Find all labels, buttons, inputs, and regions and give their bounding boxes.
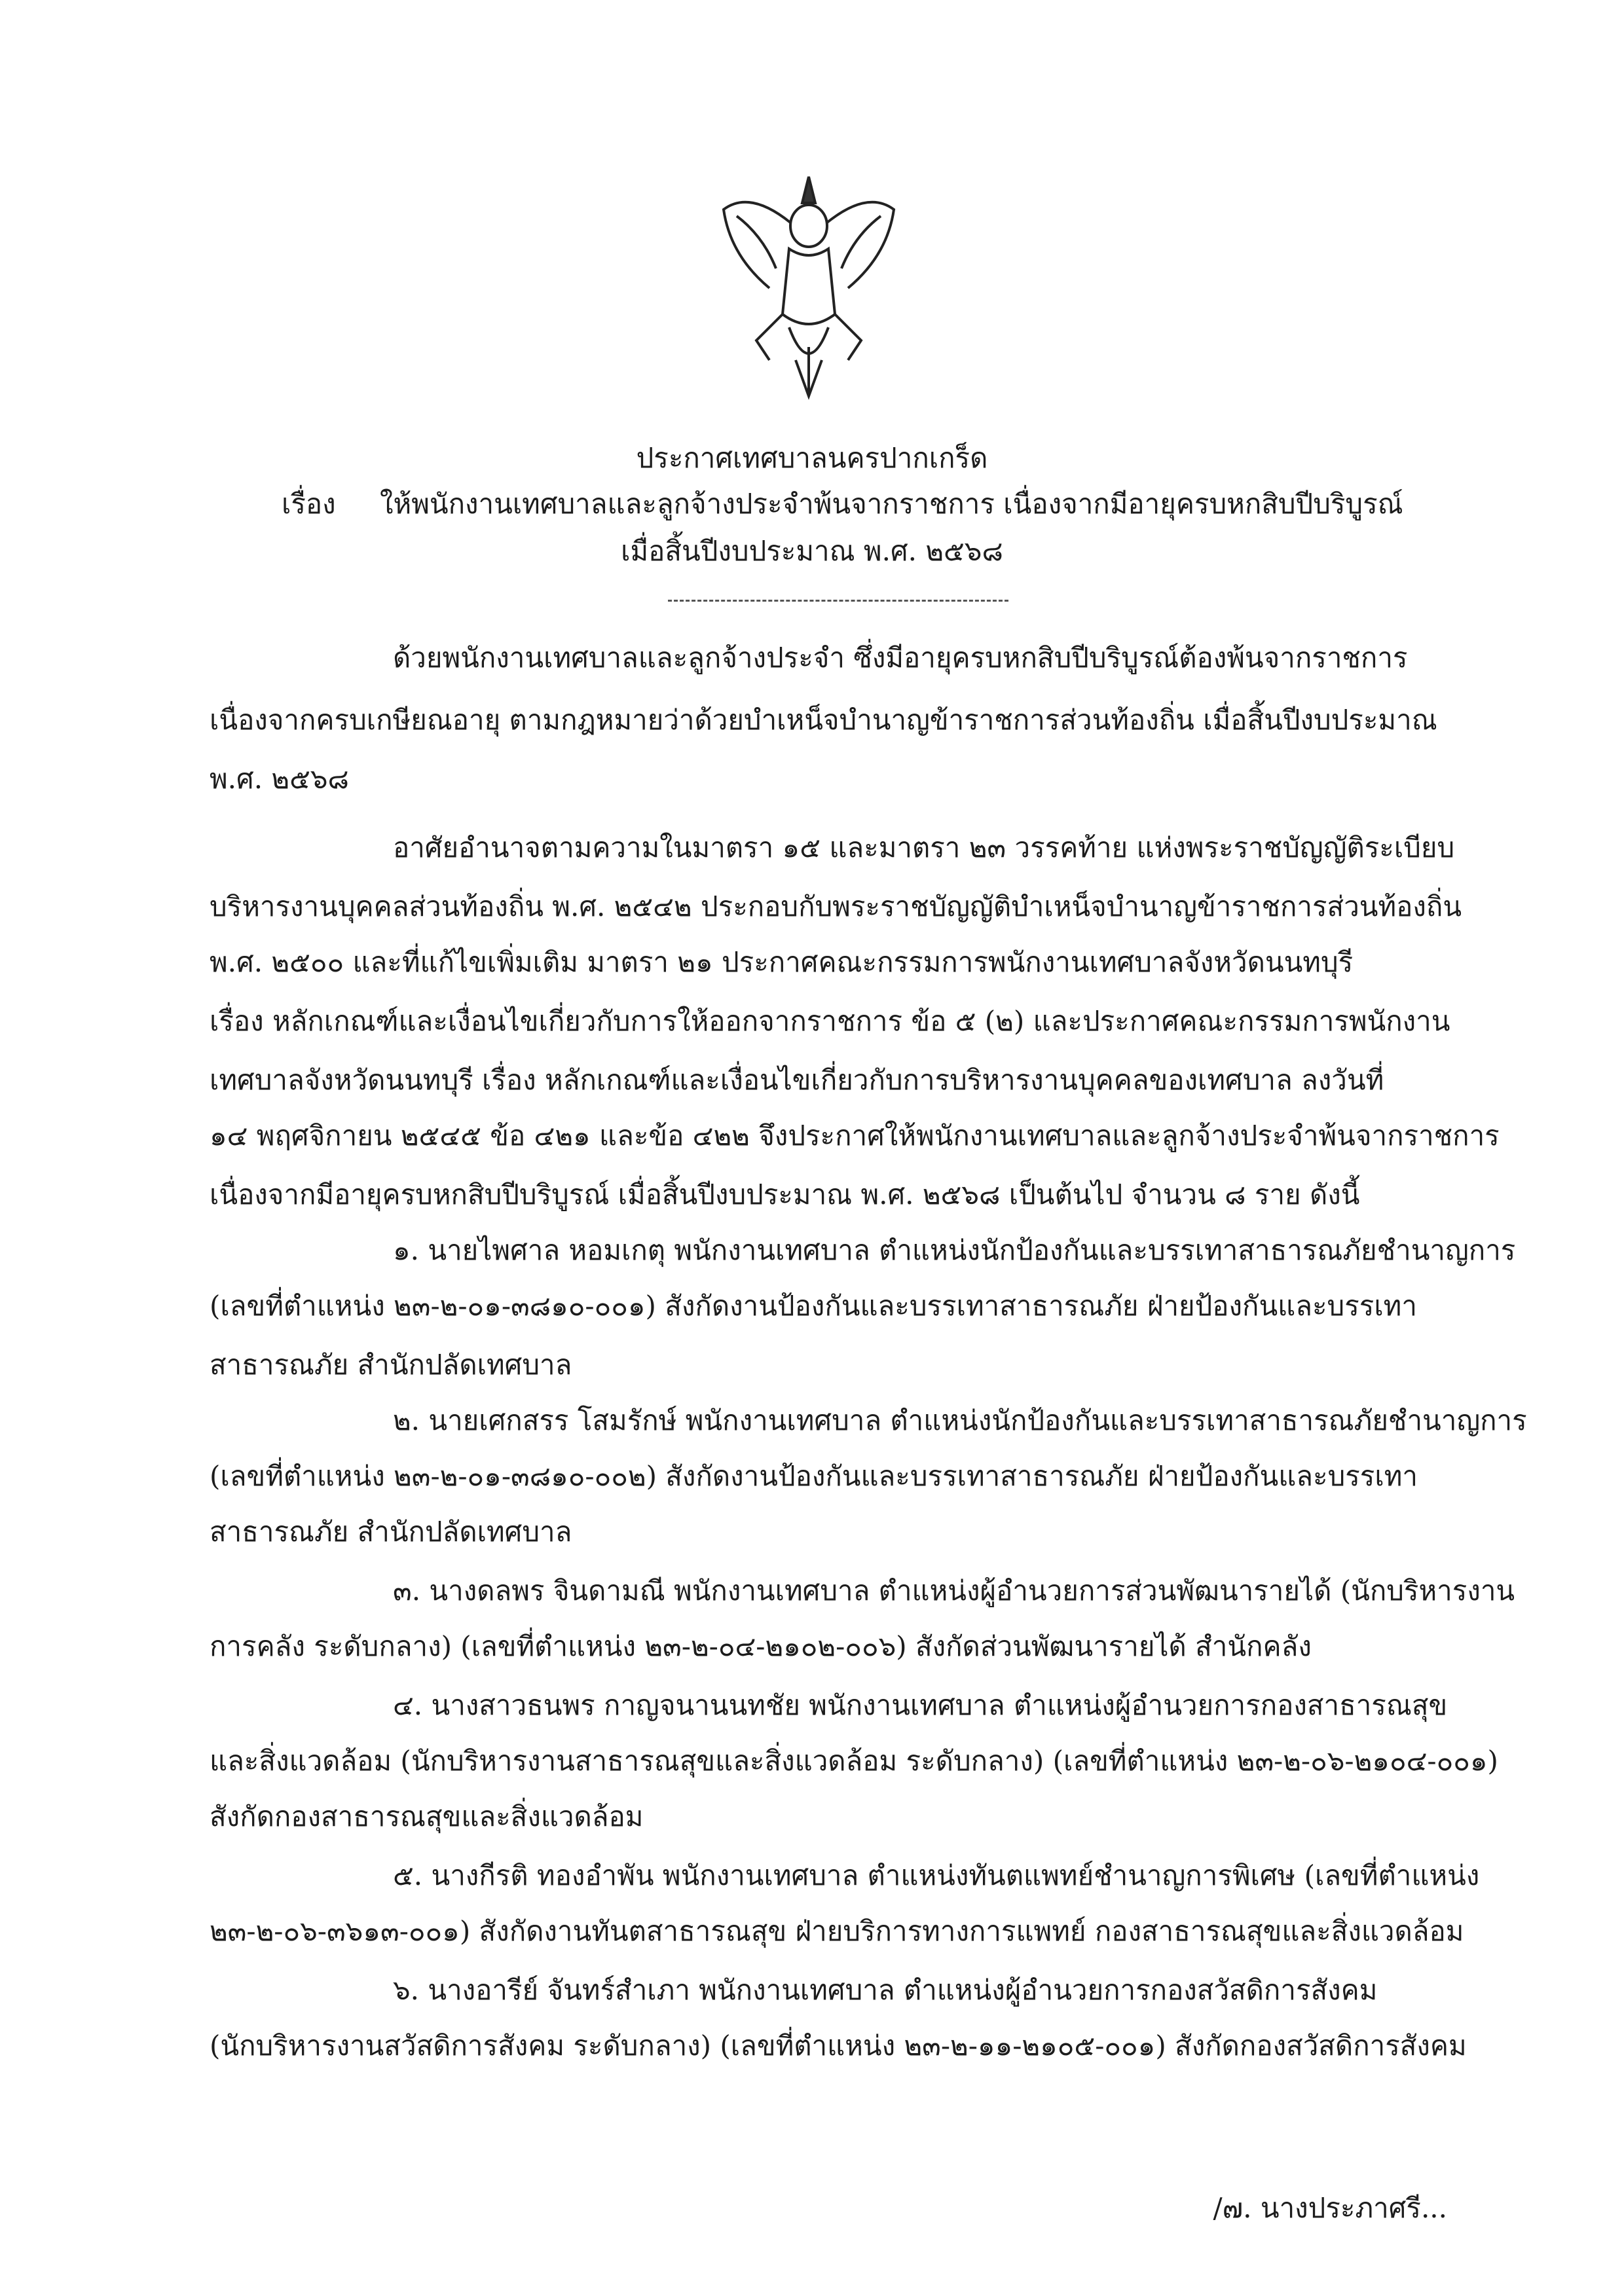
subject-line-1: ให้พนักงานเทศบาลและลูกจ้างประจำพ้นจากราชการ เนื่องจากมีอายุครบหกสิบปีบริบูรณ์ bbox=[380, 488, 1403, 520]
para1-line: เนื่องจากครบเกษียณอายุ ตามกฎหมายว่าด้วยบำเหน็จบำนาญข้าราชการส่วนท้องถิ่น เมื่อสิ้นปีงบประมาณ bbox=[210, 704, 1437, 736]
list-item-2-line: (เลขที่ตำแหน่ง ๒๓-๒-๐๑-๓๘๑๐-๐๐๒) สังกัดงานป้องกันและบรรเทาสาธารณภัย ฝ่ายป้องกันและบรรเทา bbox=[210, 1460, 1418, 1492]
list-item-3: ๓. นางดลพร จินดามณี พนักงานเทศบาล ตำแหน่งผู้อำนวยการส่วนพัฒนารายได้ (นักบริหารงาน bbox=[393, 1575, 1515, 1607]
garuda-emblem-icon bbox=[710, 164, 907, 406]
list-item-4-line: สังกัดกองสาธารณสุขและสิ่งแวดล้อม bbox=[210, 1800, 644, 1832]
list-item-1-line: (เลขที่ตำแหน่ง ๒๓-๒-๐๑-๓๘๑๐-๐๐๑) สังกัดงานป้องกันและบรรเทาสาธารณภัย ฝ่ายป้องกันและบรรเทา bbox=[210, 1290, 1417, 1322]
list-item-3-line: การคลัง ระดับกลาง) (เลขที่ตำแหน่ง ๒๓-๒-๐๔-๒๑๐๒-๐๐๖) สังกัดส่วนพัฒนารายได้ สำนักคลัง bbox=[210, 1630, 1312, 1662]
list-item-2-line: สาธารณภัย สำนักปลัดเทศบาล bbox=[210, 1516, 572, 1548]
list-item-5: ๕. นางกีรติ ทองอำพัน พนักงานเทศบาล ตำแหน่งทันตแพทย์ชำนาญการพิเศษ (เลขที่ตำแหน่ง bbox=[393, 1859, 1480, 1891]
subject-line-2: เมื่อสิ้นปีงบประมาณ พ.ศ. ๒๕๖๘ bbox=[621, 535, 1003, 567]
list-item-1-line: สาธารณภัย สำนักปลัดเทศบาล bbox=[210, 1349, 572, 1381]
list-item-4-line: และสิ่งแวดล้อม (นักบริหารงานสาธารณสุขและสิ่งแวดล้อม ระดับกลาง) (เลขที่ตำแหน่ง ๒๓-๒-๐๖-๒๑๐๔-๐๐๑) bbox=[210, 1745, 1498, 1777]
list-item-6: ๖. นางอารีย์ จันทร์สำเภา พนักงานเทศบาล ตำแหน่งผู้อำนวยการกองสวัสดิการสังคม bbox=[393, 1974, 1378, 2006]
para2-line: อาศัยอำนาจตามความในมาตรา ๑๕ และมาตรา ๒๓ วรรคท้าย แห่งพระราชบัญญัติระเบียบ bbox=[393, 831, 1455, 864]
para2-line: บริหารงานบุคคลส่วนท้องถิ่น พ.ศ. ๒๕๔๒ ประกอบกับพระราชบัญญัติบำเหน็จบำนาญข้าราชการส่วนท้องถิ่น bbox=[210, 890, 1462, 922]
list-item-4: ๔. นางสาวธนพร กาญจนานนทชัย พนักงานเทศบาล ตำแหน่งผู้อำนวยการกองสาธารณสุข bbox=[393, 1689, 1448, 1721]
para2-line: พ.ศ. ๒๕๐๐ และที่แก้ไขเพิ่มเติม มาตรา ๒๑ ประกาศคณะกรรมการพนักงานเทศบาลจังหวัดนนทบุรี bbox=[210, 946, 1354, 978]
continuation-note: /๗. นางประภาศรี... bbox=[1213, 2192, 1447, 2224]
list-item-2: ๒. นายเศกสรร โสมรักษ์ พนักงานเทศบาล ตำแหน่งนักป้องกันและบรรเทาสาธารณภัยชำนาญการ bbox=[393, 1404, 1527, 1436]
list-item-5-line: ๒๓-๒-๐๖-๓๖๑๓-๐๐๑) สังกัดงานทันตสาธารณสุข ฝ่ายบริการทางการแพทย์ กองสาธารณสุขและสิ่งแวดล้อม bbox=[210, 1915, 1464, 1947]
title-divider bbox=[668, 600, 1008, 602]
para2-line: เนื่องจากมีอายุครบหกสิบปีบริบูรณ์ เมื่อสิ้นปีงบประมาณ พ.ศ. ๒๕๖๘ เป็นต้นไป จำนวน ๘ ราย ดังนี้ bbox=[210, 1178, 1360, 1211]
para2-line: เทศบาลจังหวัดนนทบุรี เรื่อง หลักเกณฑ์และเงื่อนไขเกี่ยวกับการบริหารงานบุคคลของเทศบาล ลงวันที่ bbox=[210, 1064, 1384, 1096]
para2-line: ๑๔ พฤศจิกายน ๒๕๔๕ ข้อ ๔๒๑ และข้อ ๔๒๒ จึงประกาศให้พนักงานเทศบาลและลูกจ้างประจำพ้นจากราชการ bbox=[210, 1120, 1500, 1152]
para1-line: พ.ศ. ๒๕๖๘ bbox=[210, 763, 349, 795]
list-item-1: ๑. นายไพศาล หอมเกตุ พนักงานเทศบาล ตำแหน่งนักป้องกันและบรรเทาสาธารณภัยชำนาญการ bbox=[393, 1234, 1516, 1266]
para2-line: เรื่อง หลักเกณฑ์และเงื่อนไขเกี่ยวกับการให้ออกจากราชการ ข้อ ๕ (๒) และประกาศคณะกรรมการพนักงาน bbox=[210, 1005, 1450, 1037]
subject-label: เรื่อง bbox=[282, 488, 336, 520]
para1-line: ด้วยพนักงานเทศบาลและลูกจ้างประจำ ซึ่งมีอายุครบหกสิบปีบริบูรณ์ต้องพ้นจากราชการ bbox=[393, 642, 1408, 674]
list-item-6-line: (นักบริหารงานสวัสดิการสังคม ระดับกลาง) (เลขที่ตำแหน่ง ๒๓-๒-๑๑-๒๑๐๕-๐๐๑) สังกัดกองสวัสดิการสังคม bbox=[210, 2030, 1467, 2062]
announcement-title: ประกาศเทศบาลนครปากเกร็ด bbox=[636, 442, 988, 474]
